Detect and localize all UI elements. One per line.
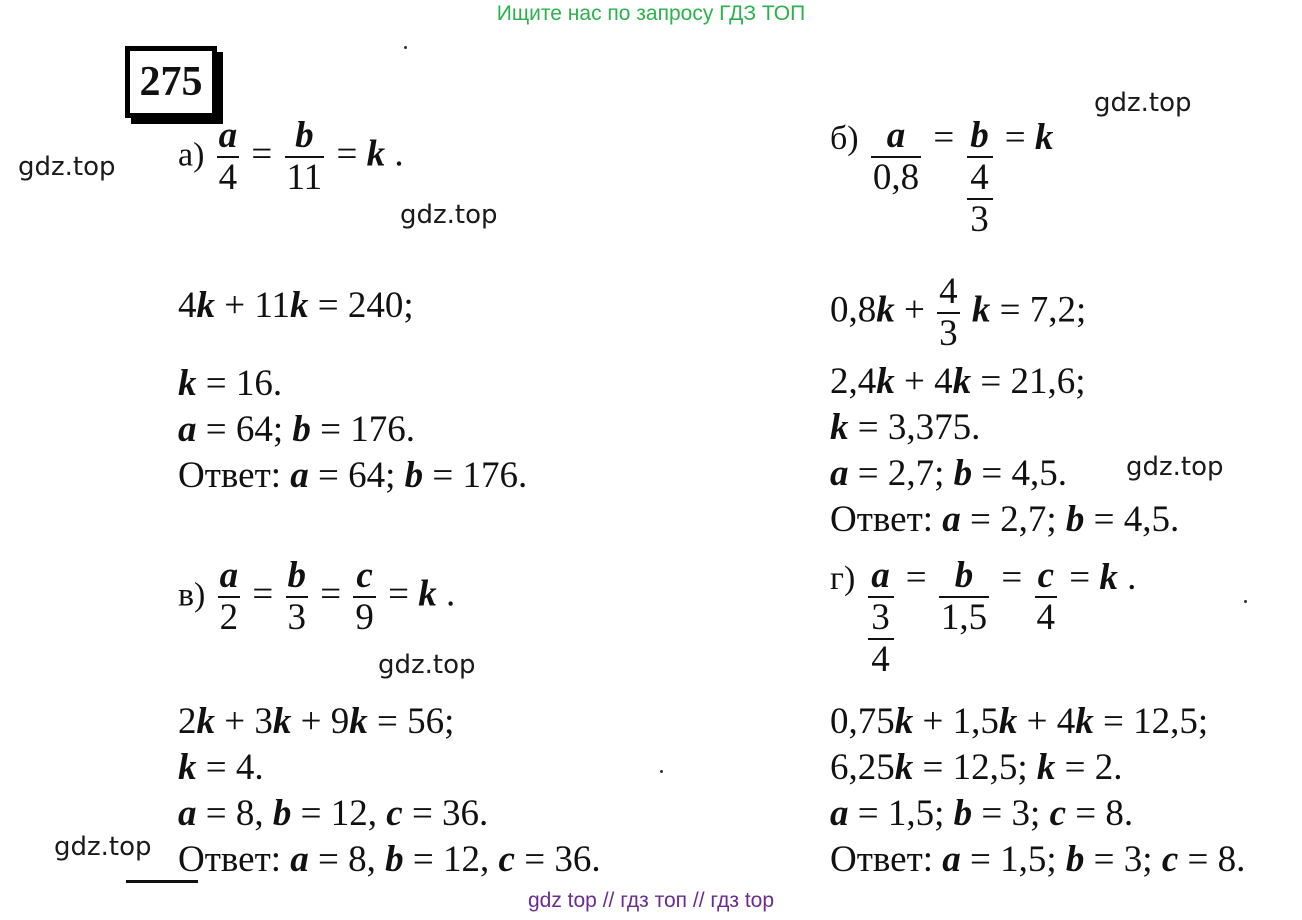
scan-speck [660, 770, 663, 773]
part-g-label: г) [830, 560, 856, 597]
watermark: gdz.top [54, 832, 152, 862]
solution-line: 0,8k + $\frac{4}{3}$ k = 7,2; [830, 271, 1087, 354]
answer-line: Ответ: a = 64; b = 176. [178, 455, 528, 496]
part-v-equation: в) $\frac{a}{2}$ = $\frac{b}{3}$ = $\frac{c}{9}$ = k . [178, 555, 456, 638]
fraction: $\frac{b}{1,5}$ [940, 555, 988, 638]
part-g-equation: г) a 3 4 = $\frac{b}{1,5}$ = $\frac{c}{4}$ = k . [830, 555, 1137, 680]
part-b-equation: б) $\frac{a}{0,8}$ = b 4 3 = k [830, 115, 1054, 240]
problem-number: 275 [139, 59, 203, 105]
solution-line: k = 3,375. [830, 407, 981, 448]
watermark: gdz.top [1094, 88, 1192, 118]
solution-line: 0,75k + 1,5k + 4k = 12,5; [830, 701, 1209, 742]
solution-line: 6,25k = 12,5; k = 2. [830, 747, 1123, 788]
part-a-equation: а) $\frac{a}{4}$ = $\frac{b}{11}$ = k . [178, 115, 404, 198]
solution-line: 2,4k + 4k = 21,6; [830, 361, 1086, 402]
watermark: gdz.top [378, 650, 476, 680]
solution-line: a = 2,7; b = 4,5. [830, 453, 1068, 494]
solution-line: 4k + 11k = 240; [178, 285, 414, 326]
fraction: $\frac{c}{9}$ [355, 555, 374, 638]
search-hint-header: Ищите нас по запросу ГДЗ ТОП [496, 2, 806, 25]
solution-line: k = 4. [178, 747, 264, 788]
watermark: gdz.top [18, 152, 116, 182]
fraction: $\frac{a}{2}$ [219, 555, 239, 638]
part-a-label: а) [178, 136, 205, 174]
watermark: gdz.top [400, 200, 498, 230]
answer-line: Ответ: a = 1,5; b = 3; c = 8. [830, 839, 1246, 880]
part-b-label: б) [830, 120, 859, 157]
solution-line: k = 16. [178, 363, 283, 404]
answer-line: Ответ: a = 8, b = 12, c = 36. [178, 839, 601, 880]
solution-line: 2k + 3k + 9k = 56; [178, 701, 455, 742]
fraction: $\frac{a}{0,8}$ [872, 115, 920, 198]
problem-number-box [125, 46, 217, 118]
compound-fraction: a 3 4 [868, 556, 894, 680]
solution-line: a = 8, b = 12, c = 36. [178, 793, 489, 834]
fraction: $\frac{b}{11}$ [286, 115, 323, 198]
scan-speck [1244, 600, 1247, 603]
footer-watermark: gdz top // гдз топ // гдз top [527, 889, 775, 912]
solution-line: a = 64; b = 176. [178, 409, 416, 450]
fraction: $\frac{c}{4}$ [1036, 555, 1056, 638]
watermark: gdz.top [1126, 452, 1224, 482]
scan-underline [126, 880, 198, 883]
answer-line: Ответ: a = 2,7; b = 4,5. [830, 499, 1180, 540]
fraction: $\frac{a}{4}$ [218, 115, 238, 198]
scan-speck [404, 46, 407, 49]
fraction: $\frac{4}{3}$ [939, 271, 958, 354]
part-v-label: в) [178, 576, 206, 614]
fraction: $\frac{b}{3}$ [287, 555, 307, 638]
compound-fraction: b 4 3 [967, 116, 993, 240]
solution-line: a = 1,5; b = 3; c = 8. [830, 793, 1134, 834]
